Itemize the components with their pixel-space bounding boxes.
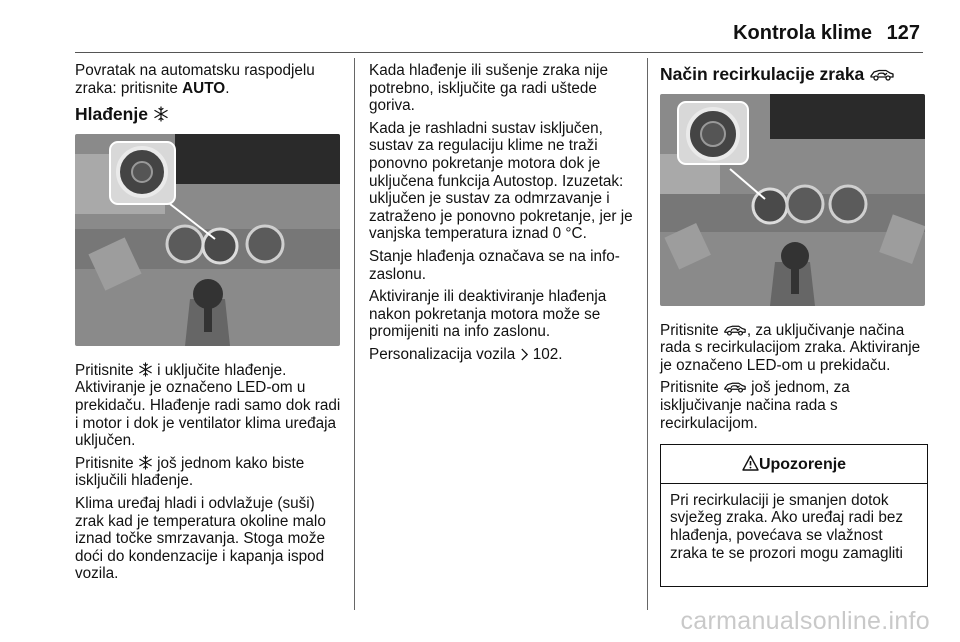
warning-text: Pri recirkulaciji je smanjen dotok svježeg zraka. Ako uređaj radi bez hlađenja, povećava se vlažnost zraka te se prozori mogu zamagliti: [670, 491, 903, 562]
snowflake-icon: [138, 455, 153, 470]
column-divider: [354, 58, 355, 610]
recirculation-instruction: Pritisnite , za uključivanje načina rada s recirkulacijom zraka. Aktiviranje je označeno LED-om u prekidaču.: [660, 321, 921, 374]
warning-triangle-icon: [742, 455, 759, 471]
snowflake-icon: [153, 106, 169, 122]
watermark: carmanualsonline.info: [680, 607, 930, 635]
recirculation-car-icon: [723, 379, 747, 394]
column-divider: [647, 58, 648, 610]
page-reference-link[interactable]: 102.: [532, 345, 563, 363]
recirculation-car-icon: [869, 66, 895, 82]
paragraph: Kada hlađenje ili sušenje zraka nije potrebno, isključite ga radi uštede goriva.: [369, 62, 608, 115]
recirculation-heading: Način recirkulacije zraka: [660, 66, 928, 84]
snowflake-icon: [138, 362, 153, 377]
right-column: [660, 62, 928, 587]
auto-paragraph: Povratak na automatsku raspodjelu zraka: pritisnite AUTO.: [75, 62, 315, 97]
cooling-heading: Hlađenje: [75, 106, 343, 124]
page-title: Kontrola klime: [733, 22, 872, 44]
paragraph: Kada je rashladni sustav isključen, sustav za regulaciju klime ne traži ponovno pokretanje motora dok je uključena funkcija Autostop. Izuzetak: uključen je sustav za odmrzavanje i zatraženo je ponovno pokretanje, jer je vanjska temperatura iznad 0 °C.: [369, 119, 633, 243]
cooling-description: Klima uređaj hladi i odvlažuje (suši) zrak kad je temperatura okoline malo iznad točke smrzavanja. Stoga može doći do kondenzacije i kapanja ispod vozila.: [75, 494, 326, 583]
warning-box: [660, 444, 928, 587]
paragraph: Aktiviranje ili deaktiviranje hlađenja nakon pokretanja motora može se promijeniti na info zaslonu.: [369, 288, 607, 341]
left-column: [75, 62, 343, 588]
warning-header: Upozorenje: [661, 445, 927, 484]
cooling-instruction: Pritisnite i uključite hlađenje. Aktiviranje je označeno LED-om u prekidaču. Hlađenje radi samo dok radi i motor i dok je ventilator klima uređaja uključen.: [75, 361, 341, 450]
middle-column: [369, 62, 635, 369]
recirculation-button-photo: [660, 94, 925, 306]
personalization-reference: Personalizacija vozila 102.: [369, 345, 563, 363]
cooling-button-photo: [75, 134, 340, 346]
cooling-off-instruction: Pritisnite još jednom kako biste isključili hlađenje.: [75, 454, 305, 490]
recirculation-off-instruction: Pritisnite još jednom, za isključivanje načina rada s recirkulacijom.: [660, 379, 850, 432]
paragraph: Stanje hlađenja označava se na info-zaslonu.: [369, 247, 620, 283]
auto-button-name: AUTO: [182, 79, 226, 97]
page-reference-arrow-icon: [520, 348, 529, 361]
page-number: 127: [886, 22, 920, 44]
recirculation-car-icon: [723, 322, 747, 337]
header-rule: [75, 52, 923, 53]
